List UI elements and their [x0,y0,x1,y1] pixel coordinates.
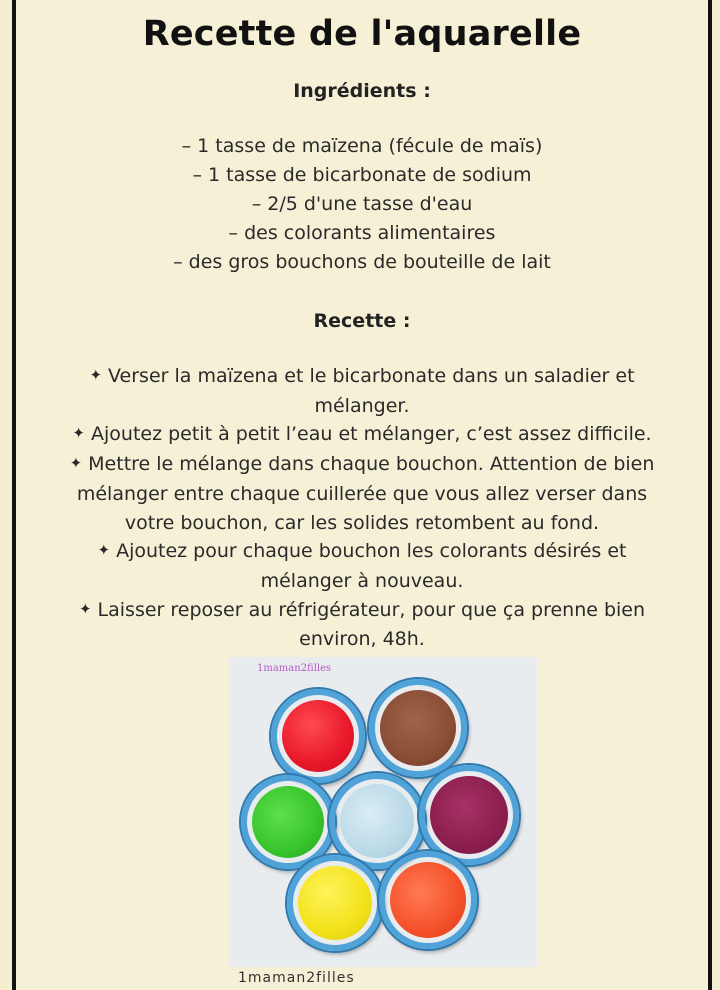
recipe-step-text: Verser la maïzena et le bicarbonate dans un saladier et mélanger. [108,365,635,417]
recipe-step [56,420,668,450]
recipe-heading: Recette : [313,310,411,332]
star-bullet-icon: ✦ [78,599,92,618]
ingredient-item: – 1 tasse de maïzena (fécule de maïs) [181,135,543,157]
ingredients-heading: Ingrédients : [293,80,431,102]
ingredient-item: – des colorants alimentaires [228,222,496,244]
watercolor-photo [229,657,537,967]
photo-caption-partial: 1maman2filles [238,970,355,986]
photo-watermark: 1maman2filles [257,663,332,674]
purple-paint-cap [419,765,519,865]
recipe-step [56,362,668,420]
red-paint-cap [271,689,365,783]
ingredient-item: – des gros bouchons de bouteille de lait [173,251,551,273]
recipe-step-text: Ajoutez pour chaque bouchon les colorants désirés et mélanger à nouveau. [116,540,627,592]
green-paint-cap [241,775,335,869]
recipe-step-text: Laisser reposer au réfrigérateur, pour que ça prenne bien environ, 48h. [97,598,646,651]
star-bullet-icon: ✦ [72,424,85,443]
ingredients-list [16,132,708,277]
page-title: Recette de l'aquarelle [142,14,582,54]
star-bullet-icon: ✦ [97,541,111,560]
star-bullet-icon: ✦ [89,366,103,384]
ingredient-item: – 1 tasse de bicarbonate de sodium [192,164,532,186]
recipe-step [56,450,668,537]
orange-paint-cap [379,851,477,949]
recipe-step [56,596,668,654]
recipe-step-text: Mettre le mélange dans chaque bouchon. Attention de bien mélanger entre chaque cuillerée que vous allez verser dans votre bouchon, car les solides retombent au fond. [76,453,655,534]
yellow-paint-cap [287,855,383,951]
star-bullet-icon: ✦ [69,454,83,473]
recipe-steps [56,362,668,654]
recipe-step [56,537,668,595]
recipe-step-text: Ajoutez petit à petit l’eau et mélanger, c’est assez difficile. [91,423,652,446]
brown-paint-cap [369,679,467,777]
ingredient-item: – 2/5 d'une tasse d'eau [251,193,473,215]
